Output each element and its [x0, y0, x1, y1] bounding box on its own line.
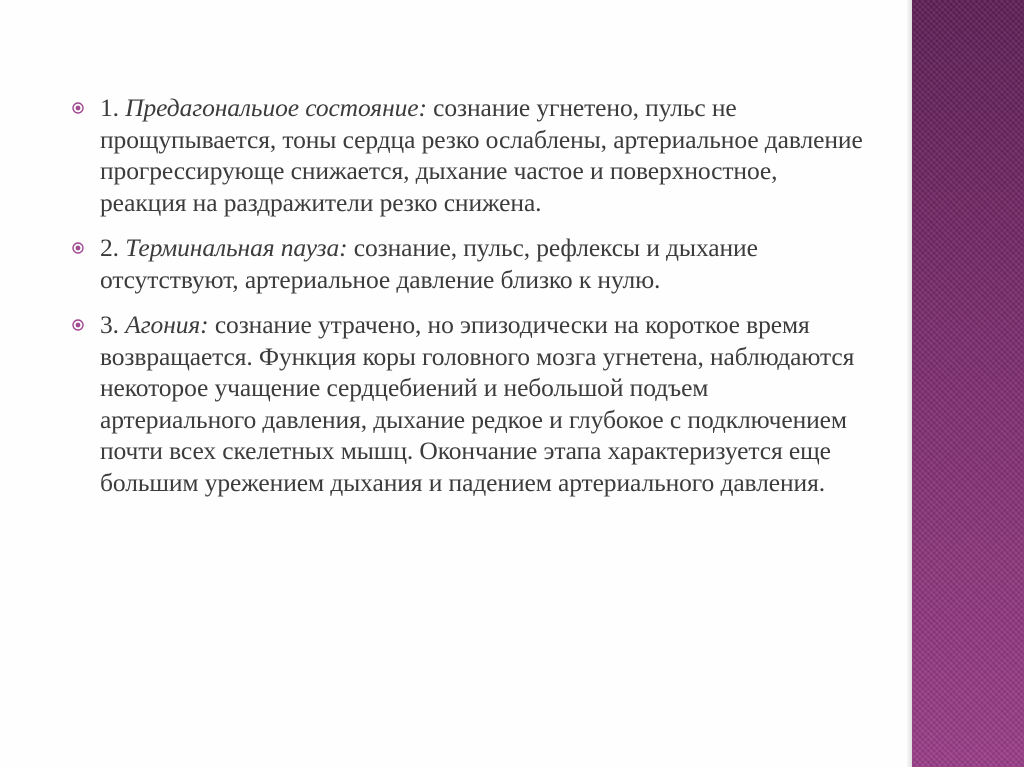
item-label: Агония: [125, 310, 209, 339]
item-number: 3. [100, 310, 119, 339]
item-number: 1. [100, 93, 119, 122]
decorative-side-band [912, 0, 1024, 767]
item-label: Терминальная пауза: [125, 233, 348, 262]
item-text: сознание, пульс, рефлексы и дыхание отсутствуют, артериальное давление близко к нулю. [100, 233, 758, 294]
bullet-item-1 [70, 92, 870, 218]
item-text: сознание угнетено, пульс не прощупывается, тоны сердца резко ослаблены, артериальное давление прогрессирующе снижается, дыхание частое и поверхностное, реакция на раздражители резко снижена. [100, 93, 863, 217]
item-label: Предагональиое состояние: [125, 93, 427, 122]
circle-bullet-icon [72, 102, 84, 114]
bullet-item-2 [70, 232, 870, 295]
circle-bullet-icon [72, 242, 84, 254]
item-text: сознание утрачено, но эпизодически на короткое время возвращается. Функция коры головного мозга угнетена, наблюдаются некоторое учащение сердцебиений и небольшой подъем артериального давления, дыхание редкое и глубокое с подключением почти всех скелетных мышц. Окончание этапа характеризуется еще большим урежением дыхания и падением артериального давления. [100, 310, 855, 497]
bullet-item-3 [70, 309, 870, 498]
bullet-list [70, 92, 870, 512]
circle-bullet-icon [72, 319, 84, 331]
item-number: 2. [100, 233, 119, 262]
